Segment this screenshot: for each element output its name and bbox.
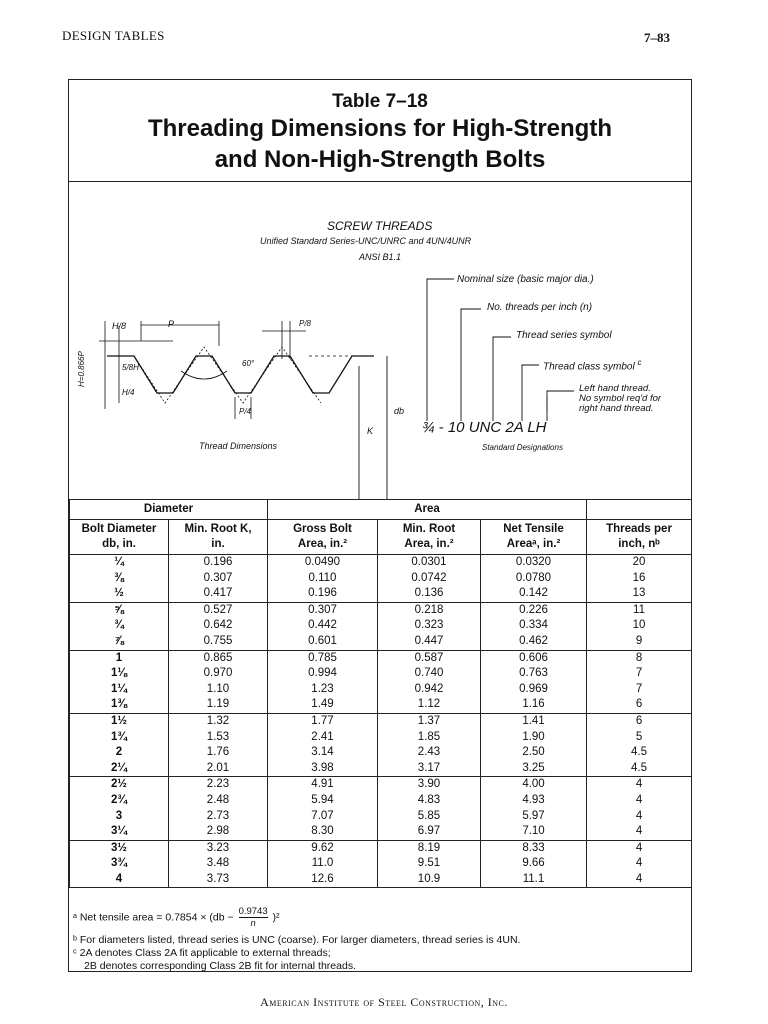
thread-caption: Thread Dimensions xyxy=(199,441,278,451)
table-row xyxy=(70,586,692,602)
table-cell: 1.23 xyxy=(268,682,378,698)
thread-profile xyxy=(107,356,374,393)
title-block xyxy=(69,80,691,182)
label-db: db xyxy=(394,406,405,416)
table-row xyxy=(70,555,692,571)
table-cell: 6.97 xyxy=(378,824,481,840)
table-cell: 2.01 xyxy=(169,761,268,777)
note-b: ᵇ For diameters listed, thread series is UNC (coarse). For larger diameters, thread series is 4UN. xyxy=(73,934,521,946)
table-cell: 1.90 xyxy=(481,730,587,746)
table-cell: 9 xyxy=(587,634,692,650)
table-cell: 0.0301 xyxy=(378,555,481,571)
group-header-blank xyxy=(587,500,692,520)
table-row xyxy=(70,713,692,729)
column-header: Min. Root K, in. xyxy=(169,520,268,555)
table-cell: 0.763 xyxy=(481,666,587,682)
column-header: Threads per inch, nᵇ xyxy=(587,520,692,555)
bolt-diameter-cell: 1⅛ xyxy=(70,666,169,682)
table-row xyxy=(70,777,692,793)
table-cell: 4 xyxy=(587,840,692,856)
table-cell: 4 xyxy=(587,777,692,793)
label-angle: 60° xyxy=(242,359,255,368)
table-cell: 9.66 xyxy=(481,856,587,872)
bolt-diameter-cell: ½ xyxy=(70,586,169,602)
table-cell: 20 xyxy=(587,555,692,571)
table-cell: 9.62 xyxy=(268,840,378,856)
table-cell: 12.6 xyxy=(268,872,378,888)
table-cell: 0.462 xyxy=(481,634,587,650)
table-cell: 0.0780 xyxy=(481,571,587,587)
callout-left-hand: Left hand thread. No symbol req'd for right hand thread. xyxy=(579,383,662,414)
label-pitch: P xyxy=(168,319,175,329)
bolt-diameter-cell: 1½ xyxy=(70,713,169,729)
table-cell: 4.5 xyxy=(587,745,692,761)
group-header-diameter: Diameter xyxy=(70,500,268,520)
designation-caption: Standard Designations xyxy=(482,443,563,452)
table-cell: 11 xyxy=(587,602,692,618)
label-5-8h: 5/8H xyxy=(122,363,139,372)
bolt-diameter-cell: ¾ xyxy=(70,618,169,634)
table-cell: 0.447 xyxy=(378,634,481,650)
table-cell: 5.94 xyxy=(268,793,378,809)
table-number: Table 7–18 xyxy=(332,91,428,112)
table-cell: 8.33 xyxy=(481,840,587,856)
bolt-diameter-cell: 4 xyxy=(70,872,169,888)
table-cell: 16 xyxy=(587,571,692,587)
table-cell: 0.307 xyxy=(268,602,378,618)
thread-dimensions-table xyxy=(69,499,692,888)
table-cell: 5 xyxy=(587,730,692,746)
figure-standard: ANSI B1.1 xyxy=(359,252,402,262)
table-cell: 0.970 xyxy=(169,666,268,682)
callout-threads: No. threads per inch (n) xyxy=(487,302,593,313)
callout-class: Thread class symbol $^c$ xyxy=(543,358,642,373)
note-c-line-2: 2B denotes corresponding Class 2B fit for internal threads. xyxy=(84,960,356,972)
group-header-area: Area xyxy=(268,500,587,520)
bolt-diameter-cell: 3 xyxy=(70,809,169,825)
table-cell: 0.142 xyxy=(481,586,587,602)
table-cell: 7.10 xyxy=(481,824,587,840)
label-p4: P/4 xyxy=(239,407,252,416)
table-cell: 0.601 xyxy=(268,634,378,650)
table-cell: 3.25 xyxy=(481,761,587,777)
table-cell: 0.442 xyxy=(268,618,378,634)
table-cell: 8 xyxy=(587,650,692,666)
table-cell: 0.110 xyxy=(268,571,378,587)
publisher-footer: American Institute of Steel Construction, Inc. xyxy=(260,995,508,1009)
table-cell: 11.1 xyxy=(481,872,587,888)
bolt-diameter-cell: 1 xyxy=(70,650,169,666)
table-row xyxy=(70,793,692,809)
running-head-left: DESIGN TABLES xyxy=(62,28,165,43)
table-cell: 3.23 xyxy=(169,840,268,856)
table-cell: 6 xyxy=(587,697,692,713)
label-k: K xyxy=(367,426,374,436)
bolt-diameter-cell: 1¼ xyxy=(70,682,169,698)
table-cell: 0.334 xyxy=(481,618,587,634)
table-cell: 13 xyxy=(587,586,692,602)
bolt-diameter-cell: ⅞ xyxy=(70,634,169,650)
table-row xyxy=(70,745,692,761)
table-row xyxy=(70,840,692,856)
table-cell: 0.196 xyxy=(268,586,378,602)
bolt-diameter-cell: ⅜ xyxy=(70,571,169,587)
table-cell: 1.12 xyxy=(378,697,481,713)
note-a: ᵃ Net tensile area = 0.7854 × (db − $\frac{0.9743}{n}$ )² xyxy=(73,906,280,929)
table-cell: 0.196 xyxy=(169,555,268,571)
page-number: 7–83 xyxy=(644,30,670,45)
bolt-diameter-cell: 3¼ xyxy=(70,824,169,840)
table-cell: 1.32 xyxy=(169,713,268,729)
callout-nominal: Nominal size (basic major dia.) xyxy=(457,274,594,285)
table-cell: 0.606 xyxy=(481,650,587,666)
table-cell: 1.85 xyxy=(378,730,481,746)
label-height: H=0.866P xyxy=(77,351,86,387)
table-cell: 4.00 xyxy=(481,777,587,793)
bolt-diameter-cell: 2½ xyxy=(70,777,169,793)
table-cell: 1.77 xyxy=(268,713,378,729)
table-cell: 2.98 xyxy=(169,824,268,840)
table-cell: 0.0742 xyxy=(378,571,481,587)
table-row xyxy=(70,824,692,840)
table-cell: 3.90 xyxy=(378,777,481,793)
table-cell: 4.93 xyxy=(481,793,587,809)
table-cell: 0.942 xyxy=(378,682,481,698)
bolt-diameter-cell: 1¾ xyxy=(70,730,169,746)
table-cell: 1.76 xyxy=(169,745,268,761)
table-row xyxy=(70,618,692,634)
table-cell: 0.417 xyxy=(169,586,268,602)
table-cell: 0.218 xyxy=(378,602,481,618)
table-cell: 1.41 xyxy=(481,713,587,729)
callout-series: Thread series symbol xyxy=(516,330,612,341)
table-row xyxy=(70,872,692,888)
title-line-2: and Non-High-Strength Bolts xyxy=(214,146,546,173)
table-cell: 0.226 xyxy=(481,602,587,618)
table-cell: 1.10 xyxy=(169,682,268,698)
table-row xyxy=(70,650,692,666)
table-frame xyxy=(68,79,692,972)
table-row xyxy=(70,666,692,682)
label-h4: H/4 xyxy=(122,388,135,397)
column-header: Net Tensile Areaᵃ, in.² xyxy=(481,520,587,555)
label-p8: P/8 xyxy=(299,319,312,328)
table-cell: 1.37 xyxy=(378,713,481,729)
table-cell: 7.07 xyxy=(268,809,378,825)
column-header: Gross Bolt Area, in.² xyxy=(268,520,378,555)
table-cell: 3.14 xyxy=(268,745,378,761)
table-cell: 3.73 xyxy=(169,872,268,888)
figure-subheading: Unified Standard Series-UNC/UNRC and 4UN/4UNR xyxy=(260,236,472,246)
table-cell: 1.49 xyxy=(268,697,378,713)
column-header: Min. Root Area, in.² xyxy=(378,520,481,555)
table-cell: 4.91 xyxy=(268,777,378,793)
bolt-diameter-cell: ⅝ xyxy=(70,602,169,618)
table-cell: 0.587 xyxy=(378,650,481,666)
bolt-diameter-cell: 3¾ xyxy=(70,856,169,872)
table-cell: 3.98 xyxy=(268,761,378,777)
bolt-diameter-cell: 1⅜ xyxy=(70,697,169,713)
table-cell: 5.97 xyxy=(481,809,587,825)
table-cell: 4.83 xyxy=(378,793,481,809)
table-row xyxy=(70,697,692,713)
table-cell: 11.0 xyxy=(268,856,378,872)
standard-designation: ¾ - 10 UNC 2A LH xyxy=(422,419,547,436)
table-cell: 0.740 xyxy=(378,666,481,682)
table-row xyxy=(70,602,692,618)
table-cell: 0.0490 xyxy=(268,555,378,571)
table-cell: 8.30 xyxy=(268,824,378,840)
table-cell: 0.642 xyxy=(169,618,268,634)
table-title xyxy=(69,113,691,175)
table-cell: 4 xyxy=(587,809,692,825)
table-cell: 4 xyxy=(587,856,692,872)
table-cell: 1.53 xyxy=(169,730,268,746)
table-row xyxy=(70,634,692,650)
table-cell: 0.994 xyxy=(268,666,378,682)
table-cell: 10 xyxy=(587,618,692,634)
table-cell: 6 xyxy=(587,713,692,729)
table-cell: 2.48 xyxy=(169,793,268,809)
table-cell: 2.50 xyxy=(481,745,587,761)
table-cell: 2.23 xyxy=(169,777,268,793)
table-row xyxy=(70,730,692,746)
table-row xyxy=(70,571,692,587)
table-cell: 0.785 xyxy=(268,650,378,666)
table-body xyxy=(70,555,692,888)
table-cell: 2.41 xyxy=(268,730,378,746)
bolt-diameter-cell: 2¼ xyxy=(70,761,169,777)
table-cell: 7 xyxy=(587,682,692,698)
table-cell: 3.17 xyxy=(378,761,481,777)
table-cell: 0.307 xyxy=(169,571,268,587)
table-cell: 5.85 xyxy=(378,809,481,825)
title-line-1: Threading Dimensions for High-Strength xyxy=(147,115,612,142)
table-cell: 9.51 xyxy=(378,856,481,872)
table-cell: 0.136 xyxy=(378,586,481,602)
table-row xyxy=(70,809,692,825)
group-header-row xyxy=(70,500,692,520)
table-row xyxy=(70,856,692,872)
table-row xyxy=(70,682,692,698)
table-cell: 0.323 xyxy=(378,618,481,634)
bolt-diameter-cell: 2 xyxy=(70,745,169,761)
table-cell: 1.16 xyxy=(481,697,587,713)
table-cell: 3.48 xyxy=(169,856,268,872)
table-cell: 4 xyxy=(587,824,692,840)
table-cell: 1.19 xyxy=(169,697,268,713)
bolt-diameter-cell: 2¾ xyxy=(70,793,169,809)
table-cell: 4.5 xyxy=(587,761,692,777)
table-cell: 2.43 xyxy=(378,745,481,761)
table-row xyxy=(70,761,692,777)
table-cell: 0.0320 xyxy=(481,555,587,571)
table-cell: 0.755 xyxy=(169,634,268,650)
bolt-diameter-cell: 3½ xyxy=(70,840,169,856)
note-c-line-1: ᶜ 2A denotes Class 2A fit applicable to external threads; xyxy=(73,947,331,959)
table-cell: 10.9 xyxy=(378,872,481,888)
column-header: Bolt Diameter db, in. xyxy=(70,520,169,555)
table-cell: 0.969 xyxy=(481,682,587,698)
table-cell: 4 xyxy=(587,793,692,809)
table-cell: 0.865 xyxy=(169,650,268,666)
table-cell: 2.73 xyxy=(169,809,268,825)
label-h8: H/8 xyxy=(112,321,127,331)
table-cell: 7 xyxy=(587,666,692,682)
table-cell: 8.19 xyxy=(378,840,481,856)
bolt-diameter-cell: ¼ xyxy=(70,555,169,571)
table-cell: 0.527 xyxy=(169,602,268,618)
column-header-row xyxy=(70,520,692,555)
figure-heading: SCREW THREADS xyxy=(327,219,433,233)
screw-thread-figure xyxy=(69,181,691,499)
table-cell: 4 xyxy=(587,872,692,888)
